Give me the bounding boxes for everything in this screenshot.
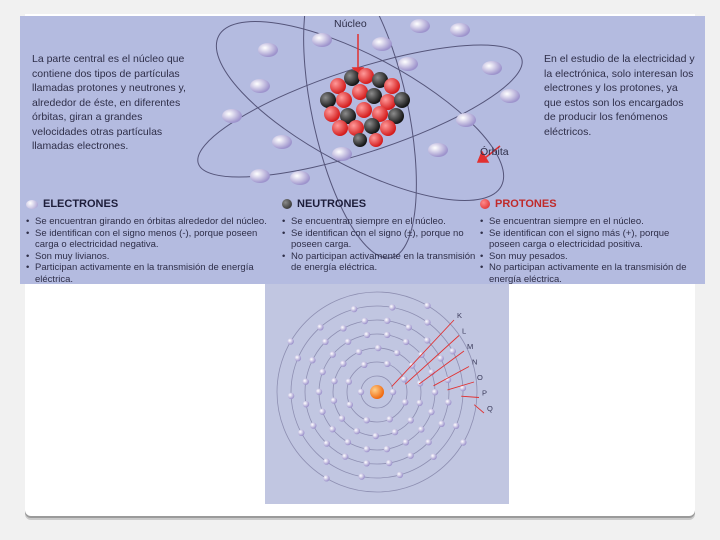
list-item: • No participan activamente en la transmisión de energía eléctrica. [282, 251, 478, 274]
electron [250, 79, 270, 93]
list-item: • Se encuentran siempre en el núcleo. [282, 216, 478, 228]
shell-electron [425, 439, 431, 445]
neutron [394, 92, 410, 108]
shell-electron [430, 454, 436, 460]
neutron [364, 118, 380, 134]
shell-electron [438, 355, 444, 361]
neutron [353, 133, 367, 147]
shell-label-n: N [472, 357, 478, 367]
shell-electron [364, 332, 370, 338]
list-item: • Se identifican con el signo menos (-), porque poseen carga o electricidad negativa. [26, 228, 274, 251]
shell-electron [331, 378, 337, 384]
shell-electron [322, 339, 328, 345]
shell-electron [407, 453, 413, 459]
shell-electron [445, 399, 451, 405]
neutrons-column [282, 194, 478, 284]
shell-electron [424, 337, 430, 343]
shell-electron [403, 439, 409, 445]
shell-electron [319, 409, 325, 415]
shell-electron [303, 401, 309, 407]
shell-electron [375, 345, 381, 351]
protons-list [480, 216, 702, 284]
shell-label-q: Q [487, 404, 493, 413]
shell-arrow-k [392, 320, 454, 387]
shell-electron [354, 428, 360, 434]
shell-electron [364, 417, 370, 423]
electron [372, 37, 392, 51]
shell-electron [373, 433, 379, 439]
electron [290, 171, 310, 185]
shell-electron [347, 402, 353, 408]
shell-electron [450, 348, 456, 354]
electrons-column [26, 194, 274, 284]
electron [482, 61, 502, 75]
neutron [344, 70, 360, 86]
shell-electron [340, 325, 346, 331]
electron [450, 23, 470, 37]
neutron-icon [282, 199, 292, 209]
list-item: • Son muy pesados. [480, 251, 702, 263]
shell-electron [358, 389, 364, 395]
list-item: • Participan activamente en la transmisión de energía eléctrica. [26, 262, 274, 284]
electron [332, 147, 352, 161]
proton [332, 120, 348, 136]
list-item: • Se encuentran girando en órbitas alrededor del núcleo. [26, 216, 274, 228]
electrons-list [26, 216, 274, 284]
shell-electron [345, 339, 351, 345]
neutrons-title: NEUTRONES [297, 198, 367, 210]
electrons-title: ELECTRONES [43, 198, 119, 210]
shell-electron [402, 399, 408, 405]
shell-electron [331, 397, 337, 403]
shell-svg [265, 284, 509, 504]
shell-electron [351, 306, 357, 312]
protons-title: PROTONES [495, 198, 557, 210]
neutrons-list [282, 216, 478, 274]
electron [398, 57, 418, 71]
electron [312, 33, 332, 47]
shell-electron [424, 319, 430, 325]
shell-electron [389, 304, 395, 310]
proton [330, 78, 346, 94]
shell-electron [316, 389, 322, 395]
shell-electron [298, 430, 304, 436]
nucleus-label: Núcleo [334, 18, 367, 30]
shell-electron [323, 475, 329, 481]
electron [258, 43, 278, 57]
shell-electron [386, 460, 392, 466]
shell-electron [384, 318, 390, 324]
shell-electron [418, 426, 424, 432]
shell-electron [356, 349, 362, 355]
neutron [366, 88, 382, 104]
proton [336, 92, 352, 108]
shell-electron [319, 369, 325, 375]
shell-electron [432, 389, 438, 395]
shell-electron [390, 389, 396, 395]
atom-info-panel [20, 16, 705, 284]
shell-electron [384, 446, 390, 452]
shell-electron [329, 426, 335, 432]
shell-electron [317, 324, 323, 330]
electron-shell-diagram [265, 284, 509, 504]
list-item: • No participan activamente en la transmisión de energía eléctrica. [480, 262, 702, 284]
shell-electron [339, 415, 345, 421]
shell-electron [345, 439, 351, 445]
shell-electron [323, 458, 329, 464]
orbit-label: Órbita [480, 146, 509, 158]
nucleus [320, 68, 410, 147]
shell-electron [384, 361, 390, 367]
proton [352, 84, 368, 100]
shell-electron [330, 351, 336, 357]
shell-arrow-p [461, 396, 479, 397]
shell-electron [288, 338, 294, 344]
shell-electron [460, 439, 466, 445]
shell-label-p: P [482, 388, 488, 398]
electron [410, 19, 430, 33]
shell-electron [387, 416, 393, 422]
shell-electron [340, 361, 346, 367]
shell-electron [342, 453, 348, 459]
shell-electron [309, 357, 315, 363]
shell-nucleus [370, 385, 384, 399]
list-item: • Son muy livianos. [26, 251, 274, 263]
shell-electron [310, 422, 316, 428]
list-item: • Se identifican con el signo (±), porque no poseen carga. [282, 228, 478, 251]
shell-electron [384, 332, 390, 338]
shell-label-k: K [457, 311, 463, 320]
shell-electron [424, 303, 430, 309]
relevance-text: En el estudio de la electricidad y la electrónica, solo interesan los electrones y los protones, ya que estos son los encargados de producir los fenómenos eléctricos. [544, 53, 695, 138]
shell-electron [401, 376, 407, 382]
shell-electron [397, 472, 403, 478]
intro-text: La parte central es el núcleo que contiene dos tipos de partículas llamadas protones y neutrones y, alrededor de éste, en diferentes órbitas, giran a grandes velocidades otras partículas llamadas electrones. [32, 53, 186, 152]
shell-electron [361, 362, 367, 368]
protons-column [480, 194, 702, 284]
electron [428, 143, 448, 157]
proton [358, 68, 374, 84]
shell-electron [416, 400, 422, 406]
shell-electron [346, 379, 352, 385]
electron [250, 169, 270, 183]
electron [456, 113, 476, 127]
shell-electron [303, 379, 309, 385]
proton-icon [480, 199, 490, 209]
shell-electron [364, 446, 370, 452]
proton [369, 133, 383, 147]
shell-electron [364, 460, 370, 466]
proton [384, 78, 400, 94]
shell-label-l: L [462, 326, 467, 336]
shell-label-o: O [477, 373, 483, 382]
electron [222, 109, 242, 123]
proton [380, 120, 396, 136]
electron-icon [26, 200, 38, 209]
shell-electron [392, 429, 398, 435]
shell-electron [408, 417, 414, 423]
shell-electron [428, 409, 434, 415]
shell-electron [403, 339, 409, 345]
shell-electron [406, 324, 412, 330]
shell-electron [362, 318, 368, 324]
proton [324, 106, 340, 122]
shell-electron [359, 473, 365, 479]
list-item: • Se encuentran siempre en el núcleo. [480, 216, 702, 228]
shell-electron [295, 355, 301, 361]
shell-electron [324, 440, 330, 446]
shell-electron [438, 421, 444, 427]
list-item: • Se identifican con el signo más (+), porque poseen carga o electricidad positiva. [480, 228, 702, 251]
electron [500, 89, 520, 103]
shell-electron [394, 350, 400, 356]
neutron [320, 92, 336, 108]
shell-label-m: M [467, 342, 474, 351]
proton [356, 102, 372, 118]
electron [272, 135, 292, 149]
shell-electron [453, 423, 459, 429]
shell-electron [288, 393, 294, 399]
